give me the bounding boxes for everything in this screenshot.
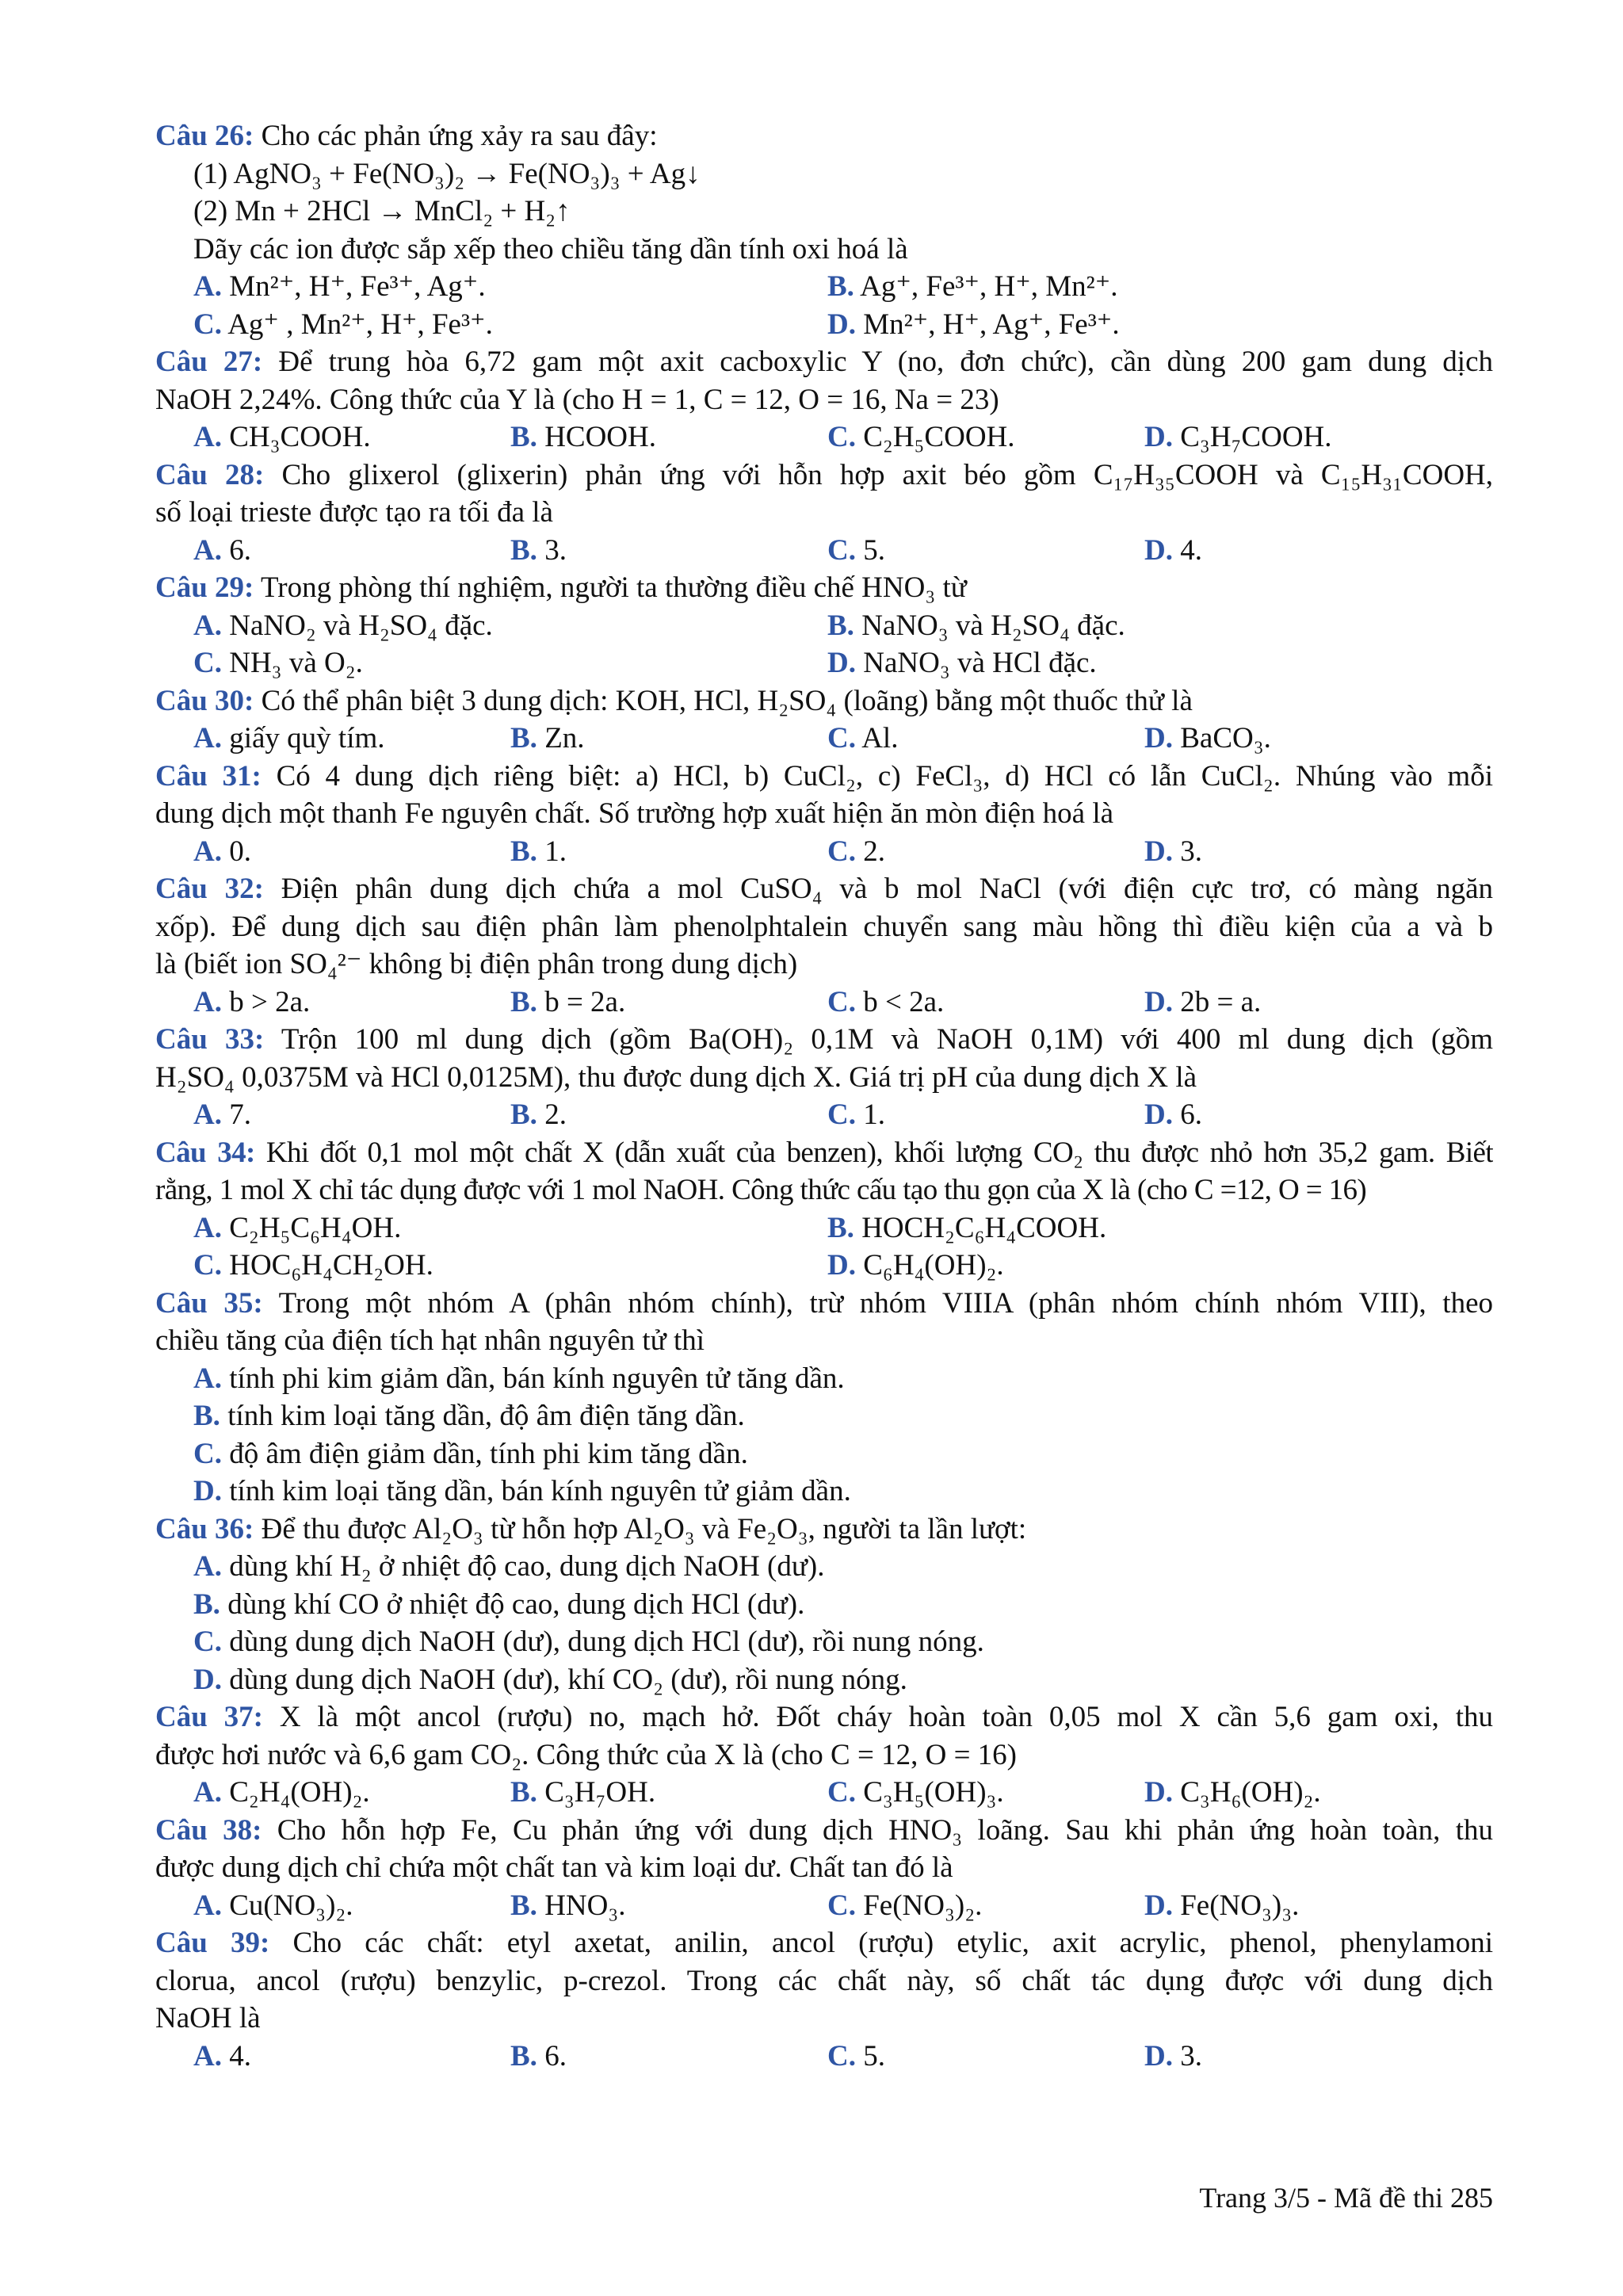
options-row: [155, 644, 1493, 682]
option-c[interactable]: C. 5.: [827, 533, 885, 567]
option-c[interactable]: C. 5.: [827, 2039, 885, 2073]
option-d[interactable]: D. Mn²⁺, H⁺, Ag⁺, Fe³⁺.: [827, 308, 1120, 341]
question-label: Câu 32:: [155, 873, 264, 905]
option-d[interactable]: D. 6.: [1144, 1098, 1202, 1131]
option-d[interactable]: D. Fe(NO₃)₃.: [1144, 1889, 1300, 1922]
option-c[interactable]: C. 1.: [827, 1098, 885, 1131]
option-a[interactable]: A. tính phi kim giảm dần, bán kính nguyên tử tăng dần.: [193, 1362, 845, 1395]
option-c[interactable]: C. NH₃ và O₂.: [193, 647, 363, 679]
question-32: [155, 870, 1493, 908]
option-d[interactable]: D. 4.: [1144, 533, 1202, 567]
question-34: [155, 1134, 1493, 1172]
option-a[interactable]: A. 4.: [193, 2039, 251, 2073]
question-label: Câu 30:: [155, 684, 254, 717]
option-a[interactable]: A. NaNO₂ và H₂SO₄ đặc.: [193, 609, 493, 642]
question-text-line: NaOH 2,24%. Công thức của Y là (cho H = 1, C = 12, O = 16, Na = 23): [155, 383, 999, 416]
option-c[interactable]: C. 2.: [827, 835, 885, 868]
question-28: [155, 457, 1493, 495]
question-text: Trộn 100 ml dung dịch (gồm Ba(OH)₂ 0,1M và NaOH 0,1M) với 400 ml dung dịch (gồm: [264, 1023, 1493, 1056]
question-37: [155, 1698, 1493, 1736]
question-30: [155, 682, 1493, 720]
options-row: [155, 268, 1493, 306]
option-d[interactable]: D. tính kim loại tăng dần, bán kính nguyên tử giảm dần.: [193, 1475, 851, 1507]
question-label: Câu 36:: [155, 1512, 254, 1545]
option-c[interactable]: C. C₂H₅COOH.: [827, 421, 1015, 453]
question-26: [155, 117, 1493, 155]
question-text-line: NaOH là: [155, 2002, 261, 2034]
options-row: [155, 1887, 1493, 1925]
options-row: [155, 532, 1493, 570]
question-text-line: chiều tăng của điện tích hạt nhân nguyên tử thì: [155, 1324, 705, 1357]
option-b[interactable]: B. Ag⁺, Fe³⁺, H⁺, Mn²⁺.: [827, 270, 1118, 303]
option-d[interactable]: D. NaNO₃ và HCl đặc.: [827, 647, 1097, 679]
question-33: [155, 1021, 1493, 1059]
question-38: [155, 1812, 1493, 1850]
option-d[interactable]: D. 2b = a.: [1144, 985, 1262, 1018]
options-row: [155, 306, 1493, 344]
question-label: Câu 27:: [155, 346, 263, 378]
option-b[interactable]: B. NaNO₃ và H₂SO₄ đặc.: [827, 609, 1125, 642]
option-a[interactable]: A. 7.: [193, 1098, 251, 1131]
question-text: Có 4 dung dịch riêng biệt: a) HCl, b) CuCl₂, c) FeCl₃, d) HCl có lẫn CuCl₂. Nhúng vào mỗi: [261, 759, 1493, 793]
option-b[interactable]: B. HOCH₂C₆H₄COOH.: [827, 1211, 1107, 1244]
question-text-line: Dãy các ion được sắp xếp theo chiều tăng dần tính oxi hoá là: [193, 232, 908, 266]
question-text: Có thể phân biệt 3 dung dịch: KOH, HCl, H₂SO₄ (loãng) bằng một thuốc thử là: [254, 684, 1193, 717]
option-d[interactable]: D. 3.: [1144, 835, 1202, 868]
option-c[interactable]: C. độ âm điện giảm dần, tính phi kim tăng dần.: [193, 1437, 748, 1470]
option-a[interactable]: A. dùng khí H₂ ở nhiệt độ cao, dung dịch NaOH (dư).: [193, 1550, 825, 1583]
question-text: Trong phòng thí nghiệm, người ta thường điều chế HNO₃ từ: [254, 571, 967, 604]
option-d[interactable]: D. C₃H₇COOH.: [1144, 421, 1332, 453]
option-d[interactable]: D. C₃H₆(OH)₂.: [1144, 1776, 1321, 1809]
option-a[interactable]: A. C₂H₄(OH)₂.: [193, 1776, 370, 1809]
option-b[interactable]: B. 3.: [510, 533, 567, 567]
question-31: [155, 758, 1493, 796]
question-text-line: dung dịch một thanh Fe nguyên chất. Số trường hợp xuất hiện ăn mòn điện hoá là: [155, 797, 1114, 830]
options-row: [155, 1774, 1493, 1812]
question-text: X là một ancol (rượu) no, mạch hở. Đốt cháy hoàn toàn 0,05 mol X cần 5,6 gam oxi, thu: [262, 1701, 1493, 1733]
option-a[interactable]: A. CH₃COOH.: [193, 421, 371, 453]
option-c[interactable]: C. C₃H₅(OH)₃.: [827, 1776, 1004, 1809]
question-label: Câu 35:: [155, 1286, 263, 1320]
option-a[interactable]: A. giấy quỳ tím.: [193, 722, 385, 755]
option-c[interactable]: C. HOC₆H₄CH₂OH.: [193, 1249, 433, 1282]
option-d[interactable]: D. C₆H₄(OH)₂.: [827, 1249, 1004, 1282]
question-text-line: H₂SO₄ 0,0375M và HCl 0,0125M), thu được dung dịch X. Giá trị pH của dung dịch X là: [155, 1060, 1197, 1094]
option-b[interactable]: B. HNO₃.: [510, 1889, 626, 1922]
question-text: Cho hỗn hợp Fe, Cu phản ứng với dung dịch HNO₃ loãng. Sau khi phản ứng hoàn toàn, thu: [262, 1813, 1493, 1847]
option-a[interactable]: A. 0.: [193, 835, 251, 868]
question-36: [155, 1511, 1493, 1549]
option-d[interactable]: D. 3.: [1144, 2039, 1202, 2073]
question-text: Khi đốt 0,1 mol một chất X (dẫn xuất của benzen), khối lượng CO₂ thu được nhỏ hơn 35,2 gam. Biết: [254, 1136, 1493, 1169]
options-row: [155, 984, 1493, 1022]
option-a[interactable]: A. 6.: [193, 533, 251, 567]
question-label: Câu 31:: [155, 759, 262, 793]
option-b[interactable]: B. tính kim loại tăng dần, độ âm điện tăng dần.: [193, 1400, 745, 1432]
options-row: [155, 1247, 1493, 1285]
page-footer: Trang 3/5 - Mã đề thi 285: [1199, 2182, 1493, 2214]
options-row: [155, 1096, 1493, 1134]
option-a[interactable]: A. Cu(NO₃)₂.: [193, 1889, 353, 1922]
question-35: [155, 1285, 1493, 1323]
question-text-line: là (biết ion SO₄²⁻ không bị điện phân trong dung dịch): [155, 948, 798, 980]
question-text-line: xốp). Để dung dịch sau điện phân làm phenolphtalein chuyển sang màu hồng thì điều kiện của a và b: [155, 910, 1493, 943]
question-text-line: được dung dịch chỉ chứa một chất tan và kim loại dư. Chất tan đó là: [155, 1851, 953, 1884]
options-row: [155, 833, 1493, 871]
option-b[interactable]: B. 6.: [510, 2039, 567, 2073]
questions-block: [155, 117, 1493, 2075]
option-b[interactable]: B. C₃H₇OH.: [510, 1776, 656, 1809]
question-label: Câu 39:: [155, 1927, 270, 1959]
option-c[interactable]: C. Ag⁺ , Mn²⁺, H⁺, Fe³⁺.: [193, 308, 493, 341]
option-b[interactable]: B. dùng khí CO ở nhiệt độ cao, dung dịch HCl (dư).: [193, 1587, 805, 1621]
question-label: Câu 38:: [155, 1813, 262, 1847]
question-29: [155, 569, 1493, 607]
option-c[interactable]: C. dùng dung dịch NaOH (dư), dung dịch HCl (dư), rồi nung nóng.: [193, 1626, 984, 1658]
question-text: Để thu được Al₂O₃ từ hỗn hợp Al₂O₃ và Fe₂O₃, người ta lần lượt:: [254, 1512, 1027, 1545]
option-a[interactable]: A. b > 2a.: [193, 985, 311, 1018]
option-c[interactable]: C. Fe(NO₃)₂.: [827, 1889, 983, 1922]
question-text: Cho các chất: etyl axetat, anilin, ancol (rượu) etylic, axit acrylic, phenol, phenylamoni: [269, 1927, 1493, 1959]
question-text-line: clorua, ancol (rượu) benzylic, p-crezol. Trong các chất này, số chất tác dụng được với dung dịch: [155, 1964, 1493, 1997]
options-row: [155, 607, 1493, 645]
question-text-line: rằng, 1 mol X chỉ tác dụng được với 1 mol NaOH. Công thức cấu tạo thu gọn của X là (cho C =12, O = 16): [155, 1174, 1367, 1206]
options-row: [155, 1209, 1493, 1247]
options-row: [155, 2038, 1493, 2076]
question-39: [155, 1924, 1493, 1962]
option-b[interactable]: B. Zn.: [510, 722, 585, 755]
option-a[interactable]: A. C₂H₅C₆H₄OH.: [193, 1211, 402, 1244]
option-d[interactable]: D. dùng dung dịch NaOH (dư), khí CO₂ (dư), rồi nung nóng.: [193, 1663, 907, 1696]
reaction-line: (1) AgNO₃ + Fe(NO₃)₂ → Fe(NO₃)₃ + Ag↓: [193, 157, 701, 190]
question-text: Để trung hòa 6,72 gam một axit cacboxylic Y (no, đơn chức), cần dùng 200 gam dung dịch: [262, 346, 1493, 378]
option-c[interactable]: C. b < 2a.: [827, 985, 945, 1018]
question-27: [155, 343, 1493, 381]
question-text-line: được hơi nước và 6,6 gam CO₂. Công thức của X là (cho C = 12, O = 16): [155, 1738, 1018, 1771]
option-c[interactable]: C. Al.: [827, 722, 899, 755]
question-text: Cho glixerol (glixerin) phản ứng với hỗn hợp axit béo gồm C₁₇H₃₅COOH và C₁₅H₃₁COOH,: [264, 458, 1493, 491]
question-label: Câu 34:: [155, 1136, 255, 1169]
option-b[interactable]: B. b = 2a.: [510, 985, 626, 1018]
question-text-line: số loại trieste được tạo ra tối đa là: [155, 496, 553, 529]
option-a[interactable]: A. Mn²⁺, H⁺, Fe³⁺, Ag⁺.: [193, 270, 486, 303]
question-label: Câu 37:: [155, 1701, 263, 1733]
option-b[interactable]: B. HCOOH.: [510, 421, 656, 453]
option-b[interactable]: B. 1.: [510, 835, 567, 868]
options-row: [155, 720, 1493, 758]
question-label: Câu 28:: [155, 458, 265, 491]
question-text: Cho các phản ứng xảy ra sau đây:: [254, 120, 658, 152]
options-row: [155, 418, 1493, 457]
question-label: Câu 26:: [155, 120, 254, 152]
question-label: Câu 33:: [155, 1023, 265, 1056]
question-text: Điện phân dung dịch chứa a mol CuSO₄ và b mol NaCl (với điện cực trơ, có màng ngăn: [263, 873, 1493, 905]
option-d[interactable]: D. BaCO₃.: [1144, 722, 1271, 755]
reaction-line: (2) Mn + 2HCl → MnCl₂ + H₂↑: [193, 195, 571, 227]
option-b[interactable]: B. 2.: [510, 1098, 567, 1131]
question-text: Trong một nhóm A (phân nhóm chính), trừ nhóm VIIIA (phân nhóm chính nhóm VIII), theo: [262, 1286, 1493, 1320]
question-label: Câu 29:: [155, 571, 254, 604]
